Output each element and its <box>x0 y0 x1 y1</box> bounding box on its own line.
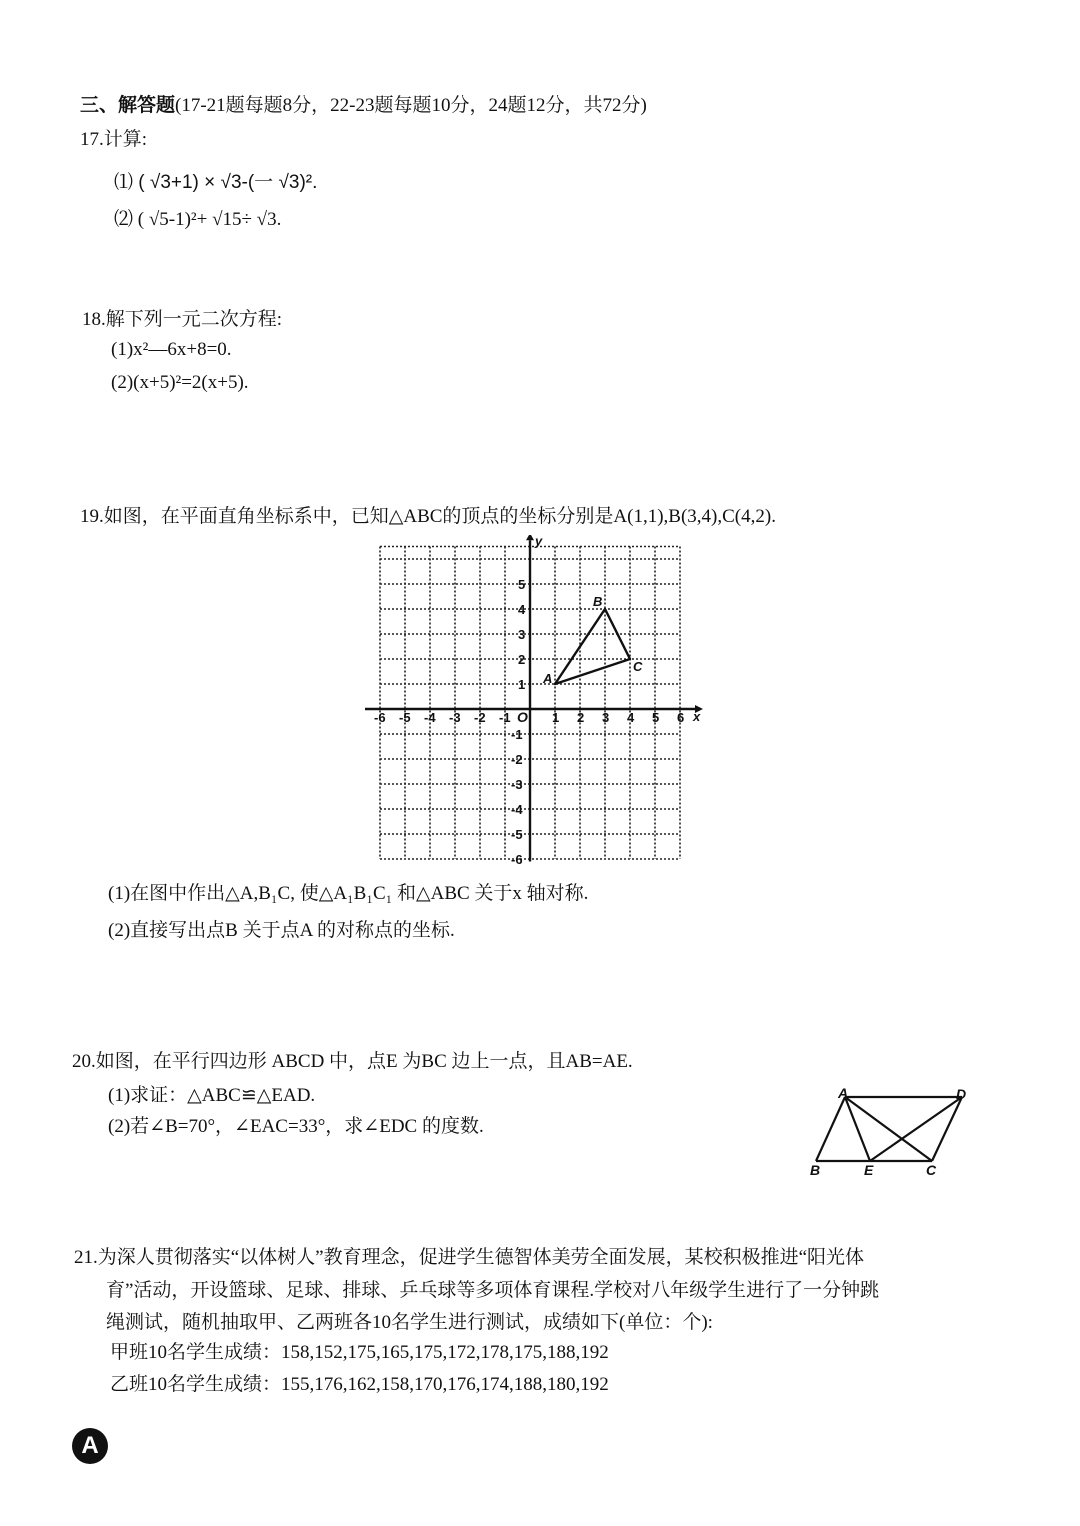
section-header <box>80 93 647 119</box>
q18-part1: (1)x²—6x+8=0. <box>111 339 232 360</box>
q19-title: 19.如图，在平面直角坐标系中，已知△ABC的顶点的坐标分别是A(1,1),B(3,4),C(4,2). <box>80 506 776 527</box>
y-tick-label: -6 <box>511 852 523 867</box>
x-tick-label: 6 <box>677 710 685 725</box>
label-b: B <box>810 1162 821 1178</box>
vertex-a-label: A <box>543 671 553 686</box>
x-tick-label: 3 <box>602 710 610 725</box>
parallelogram-figure <box>800 1080 980 1180</box>
q20-title: 20.如图，在平行四边形 ABCD 中，点E 为BC 边上一点，且AB=AE. <box>72 1051 633 1072</box>
y-tick-label: 5 <box>518 577 526 592</box>
x-axis-label: x <box>693 709 701 724</box>
label-c: C <box>926 1162 937 1178</box>
q21-line2: 育”活动，开设篮球、足球、排球、乒乓球等多项体育课程.学校对八年级学生进行了一分钟跳 <box>106 1280 880 1301</box>
q18-part2: (2)(x+5)²=2(x+5). <box>111 372 249 393</box>
coordinate-grid-figure <box>360 535 710 870</box>
x-tick-label: 5 <box>652 710 660 725</box>
y-tick-label: -2 <box>511 752 523 767</box>
q21-class-b-scores: 乙班10名学生成绩：155,176,162,158,170,176,174,188,180,192 <box>110 1374 609 1395</box>
y-tick-label: -4 <box>511 802 523 817</box>
x-tick-label: -3 <box>449 710 461 725</box>
q19-part2: (2)直接写出点B 关于点A 的对称点的坐标. <box>108 920 455 941</box>
origin-label: O <box>517 709 528 725</box>
edge-ab <box>816 1097 845 1161</box>
x-tick-label: -2 <box>474 710 486 725</box>
y-tick-label: 1 <box>518 677 526 692</box>
vertex-c-label: C <box>633 659 643 674</box>
q21-line1: 21.为深人贯彻落实“以体树人”教育理念，促进学生德智体美劳全面发展，某校积极推进“阳光体 <box>74 1247 865 1268</box>
triangle-polygon <box>555 609 630 684</box>
label-e: E <box>864 1162 874 1178</box>
y-tick-label: -5 <box>511 827 523 842</box>
q21-line3: 绳测试，随机抽取甲、乙两班各10名学生进行测试，成绩如下(单位：个): <box>106 1312 713 1333</box>
y-axis-label: y <box>535 535 543 549</box>
label-d: D <box>956 1086 967 1102</box>
x-tick-label: -6 <box>374 710 386 725</box>
x-tick-label: -1 <box>499 710 511 725</box>
x-tick-label: -5 <box>399 710 411 725</box>
section-score-note: (17-21题每题8分，22-23题每题10分，24题12分，共72分) <box>175 95 647 116</box>
q17-part2: ⑵ ( √5-1)²+ √15÷ √3. <box>114 209 282 230</box>
q20-part2: (2)若∠B=70°，∠EAC=33°，求∠EDC 的度数. <box>108 1116 484 1137</box>
y-tick-label: 2 <box>518 652 526 667</box>
triangle-abc <box>542 594 643 686</box>
page-badge: A <box>72 1428 108 1464</box>
y-tick-label: 4 <box>518 602 526 617</box>
q19-part1: (1)在图中作出△A,B₁C, 使△A₁B₁C₁ 和△ABC 关于x 轴对称. <box>108 883 589 904</box>
x-tick-label: 2 <box>577 710 585 725</box>
q21-class-a-scores: 甲班10名学生成绩：158,152,175,165,175,172,178,175,188,192 <box>110 1342 609 1363</box>
x-tick-label: 4 <box>627 710 635 725</box>
y-tick-label: 3 <box>518 627 526 642</box>
x-tick-label: 1 <box>552 710 560 725</box>
q17-title: 17.计算: <box>80 129 148 150</box>
y-tick-label: -3 <box>511 777 523 792</box>
y-axis-arrow <box>526 535 534 540</box>
q18-title: 18.解下列一元二次方程: <box>82 309 283 330</box>
y-tick-label: -1 <box>511 727 523 742</box>
section-heading: 三、解答题 <box>80 95 176 116</box>
vertex-b-label: B <box>593 594 603 609</box>
label-a: A <box>838 1085 849 1101</box>
q17-part1: ⑴ ( √3+1) × √3-(一 √3)². <box>114 172 318 193</box>
x-tick-label: -4 <box>424 710 436 725</box>
q20-part1: (1)求证：△ABC≌△EAD. <box>108 1085 316 1106</box>
